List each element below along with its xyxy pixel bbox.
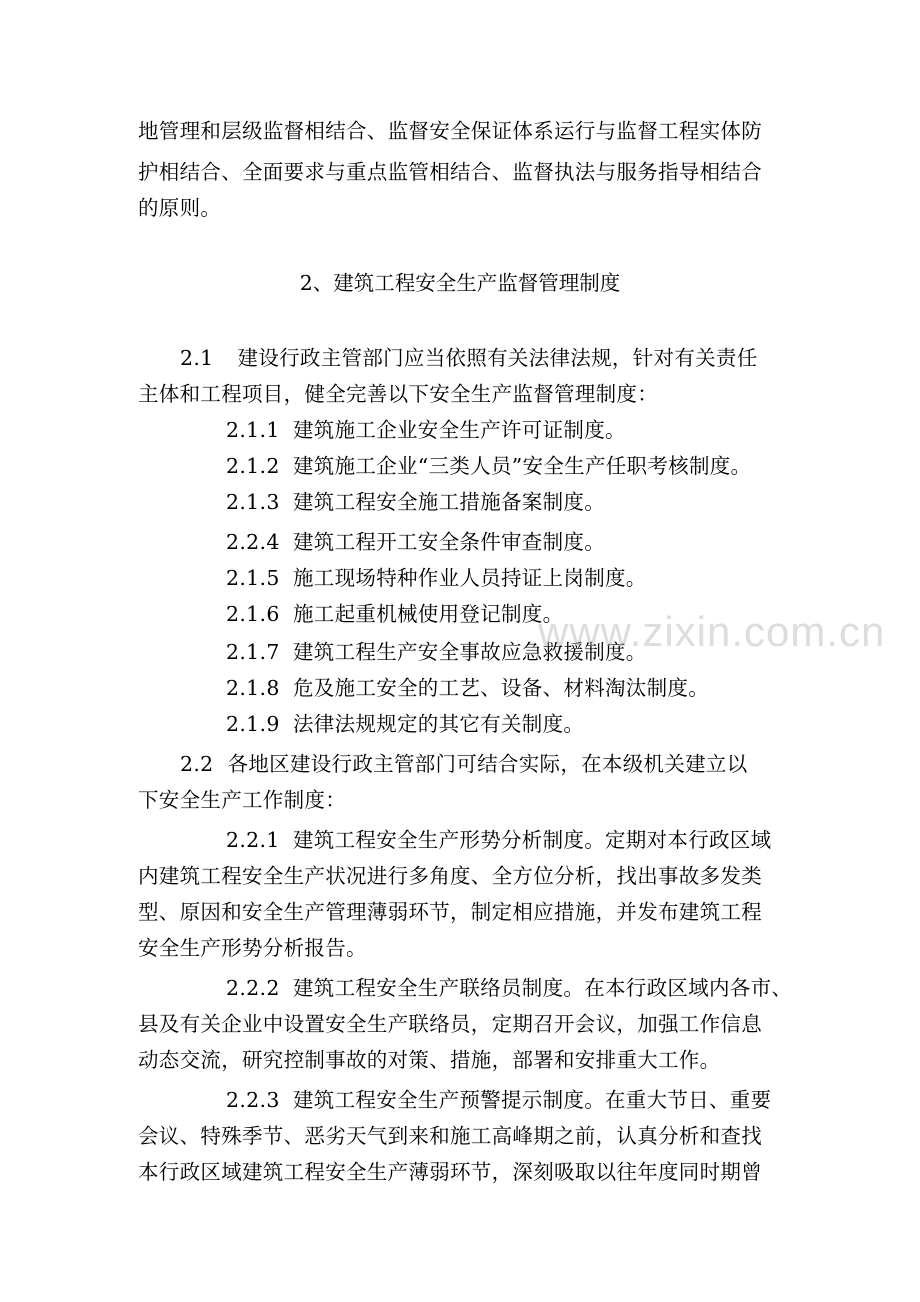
- item-text: 施工现场特种作业人员持证上岗制度。: [293, 566, 647, 590]
- paragraph-line: 护相结合、全面要求与重点监管相结合、监督执法与服务指导相结合: [138, 160, 762, 184]
- paragraph-line: 会议、特殊季节、恶劣天气到来和施工高峰期之前，认真分析和查找: [138, 1124, 762, 1148]
- list-item: [226, 412, 626, 448]
- paragraph-line: 的原则。: [138, 196, 222, 220]
- paragraph-line: 内建筑工程安全生产状况进行多角度、全方位分析，找出事故多发类: [138, 864, 762, 888]
- paragraph-line: 县及有关企业中设置安全生产联络员，定期召开会议，加强工作信息: [138, 1012, 762, 1036]
- list-item: [226, 706, 584, 742]
- item-number: 2.1.5: [226, 566, 280, 590]
- paragraph-2-2-2-line: [226, 970, 792, 1006]
- paragraph-line: 安全生产形势分析报告。: [138, 936, 367, 960]
- list-item: [226, 448, 751, 484]
- list-item: [226, 524, 605, 560]
- paragraph-text: 建设行政主管部门应当依照有关法律法规，针对有关责任: [237, 346, 758, 370]
- item-number: 2.1.8: [226, 676, 280, 700]
- paragraph-2-2-3-line: [226, 1082, 771, 1118]
- paragraph-line: 动态交流，研究控制事故的对策、措施，部署和安排重大工作。: [138, 1048, 721, 1072]
- item-text: 建筑施工企业“三类人员”安全生产任职考核制度。: [293, 454, 752, 478]
- item-number: 2.1.1: [226, 418, 280, 442]
- paragraph-text: 建筑工程安全生产形势分析制度。定期对本行政区域: [293, 828, 772, 852]
- item-number: 2.1.7: [226, 640, 280, 664]
- paragraph-text: 建筑工程安全生产联络员制度。在本行政区域内各市、: [293, 976, 793, 1000]
- item-text: 建筑工程安全施工措施备案制度。: [293, 490, 605, 514]
- paragraph-line: 下安全生产工作制度：: [138, 788, 346, 812]
- item-text: 法律法规规定的其它有关制度。: [293, 712, 585, 736]
- paragraph-2-1-line: [180, 340, 758, 376]
- paragraph-2-2-line: [180, 746, 748, 782]
- item-number: 2.2.1: [226, 828, 280, 852]
- item-text: 危及施工安全的工艺、设备、材料淘汰制度。: [293, 676, 709, 700]
- watermark: www.zixin.com.cn: [538, 608, 886, 655]
- paragraph-text: 各地区建设行政主管部门可结合实际，在本级机关建立以: [227, 752, 748, 776]
- item-text: 施工起重机械使用登记制度。: [293, 602, 564, 626]
- paragraph-text: 建筑工程安全生产预警提示制度。在重大节日、重要: [293, 1088, 772, 1112]
- item-number: 2.2.3: [226, 1088, 280, 1112]
- paragraph-2-2-1-line: [226, 822, 771, 858]
- item-text: 建筑工程开工安全条件审查制度。: [293, 530, 605, 554]
- item-number: 2.2.2: [226, 976, 280, 1000]
- list-item: [226, 670, 709, 706]
- section-heading: 2、建筑工程安全生产监督管理制度: [299, 271, 621, 295]
- item-number: 2.1.9: [226, 712, 280, 736]
- list-item: [226, 484, 605, 520]
- item-number: 2.1.3: [226, 490, 280, 514]
- list-item: [226, 560, 647, 596]
- item-number: 2.1.6: [226, 602, 280, 626]
- item-text: 建筑工程生产安全事故应急救援制度。: [293, 640, 647, 664]
- list-item: [226, 596, 563, 632]
- paragraph-line: 型、原因和安全生产管理薄弱环节，制定相应措施，并发布建筑工程: [138, 900, 762, 924]
- paragraph-line: 本行政区域建筑工程安全生产薄弱环节，深刻吸取以往年度同时期曾: [138, 1160, 762, 1184]
- item-number: 2.1.2: [226, 454, 280, 478]
- item-number: 2.2.4: [226, 530, 280, 554]
- item-text: 建筑施工企业安全生产许可证制度。: [293, 418, 626, 442]
- section-number: 2.1: [180, 346, 214, 370]
- paragraph-line: 地管理和层级监督相结合、监督安全保证体系运行与监督工程实体防: [138, 119, 762, 143]
- section-number: 2.2: [180, 752, 214, 776]
- paragraph-line: 主体和工程项目，健全完善以下安全生产监督管理制度：: [138, 382, 658, 406]
